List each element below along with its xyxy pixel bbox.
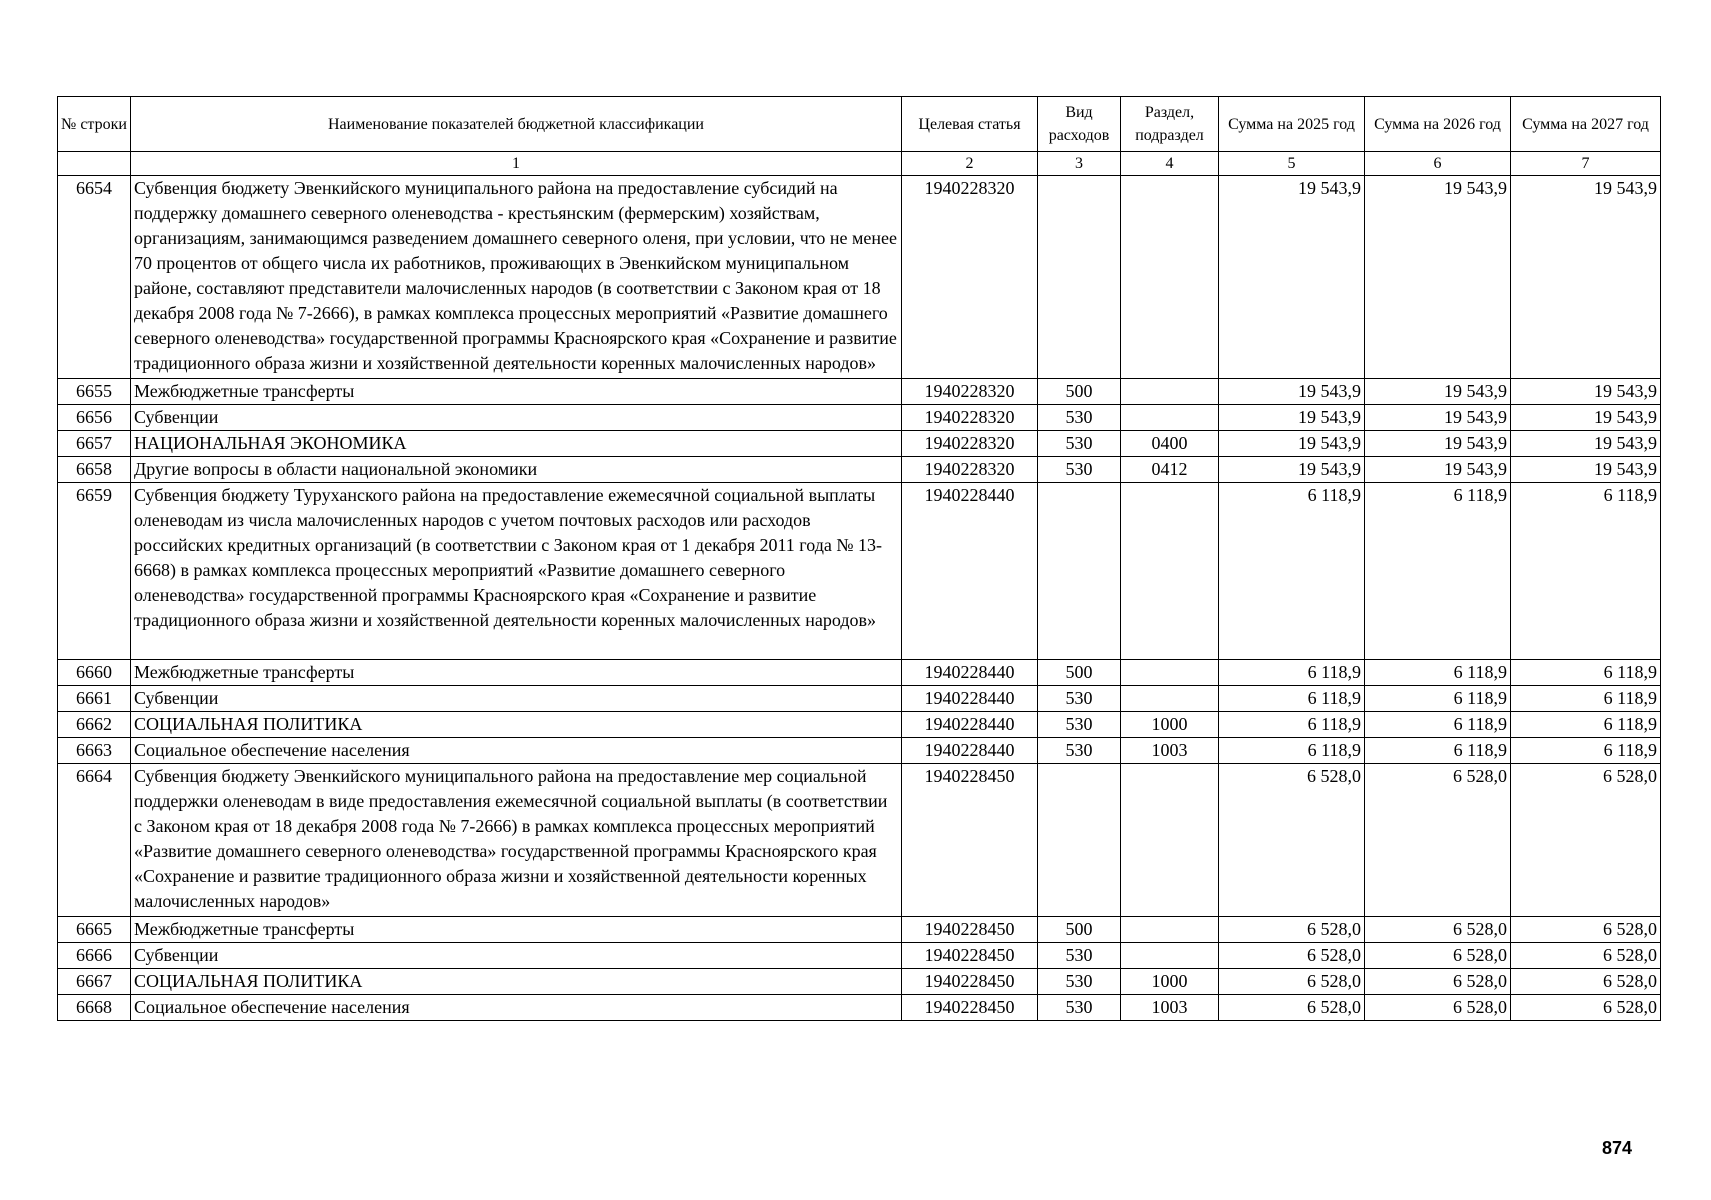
row-number: 6655 (58, 379, 131, 405)
row-section: 1000 (1121, 712, 1219, 738)
row-section (1121, 660, 1219, 686)
row-target: 1940228440 (902, 686, 1038, 712)
row-sum-2026: 6 118,9 (1365, 712, 1511, 738)
row-name: Субвенция бюджету Эвенкийского муниципального района на предоставление субсидий на поддержку домашнего северного оленеводства - крестьянским (фермерским) хозяйствам, организациям, занимающимся разведением домашнего северного оленя, при условии, что не менее 70 процентов от общего числа их работников, проживающих в Эвенкийском муниципальном районе, составляют представители малочисленных народов (в соответствии с Законом края от 18 декабря 2008 года № 7-2666), в рамках комплекса процессных мероприятий «Развитие домашнего северного оленеводства» государственной программы Красноярского края «Сохранение и развитие традиционного образа жизни и хозяйственной деятельности коренных малочисленных народов» (131, 176, 902, 379)
row-sum-2027: 19 543,9 (1511, 457, 1661, 483)
column-number: 4 (1121, 152, 1219, 176)
column-number: 7 (1511, 152, 1661, 176)
row-number: 6654 (58, 176, 131, 379)
column-number: 2 (902, 152, 1038, 176)
row-sum-2026: 6 528,0 (1365, 943, 1511, 969)
row-type: 530 (1038, 457, 1121, 483)
table-row (58, 712, 1661, 738)
row-number: 6657 (58, 431, 131, 457)
row-name: Межбюджетные трансферты (131, 660, 902, 686)
row-sum-2027: 6 528,0 (1511, 943, 1661, 969)
row-sum-2027: 6 118,9 (1511, 686, 1661, 712)
row-sum-2025: 6 528,0 (1219, 917, 1365, 943)
row-target: 1940228450 (902, 995, 1038, 1021)
table-row (58, 969, 1661, 995)
row-sum-2025: 19 543,9 (1219, 379, 1365, 405)
row-name: СОЦИАЛЬНАЯ ПОЛИТИКА (131, 712, 902, 738)
row-sum-2027: 6 528,0 (1511, 917, 1661, 943)
row-sum-2025: 6 528,0 (1219, 764, 1365, 917)
table-row (58, 738, 1661, 764)
row-number: 6667 (58, 969, 131, 995)
row-type (1038, 176, 1121, 379)
header-sum-2026: Сумма на 2026 год (1365, 97, 1511, 152)
row-target: 1940228440 (902, 660, 1038, 686)
row-sum-2025: 19 543,9 (1219, 457, 1365, 483)
row-section (1121, 943, 1219, 969)
table-row (58, 943, 1661, 969)
row-sum-2027: 6 528,0 (1511, 969, 1661, 995)
table-row (58, 995, 1661, 1021)
row-target: 1940228320 (902, 405, 1038, 431)
row-sum-2027: 6 528,0 (1511, 764, 1661, 917)
budget-table (57, 96, 1661, 1021)
row-target: 1940228440 (902, 738, 1038, 764)
row-type: 500 (1038, 379, 1121, 405)
row-sum-2025: 6 118,9 (1219, 686, 1365, 712)
row-sum-2026: 19 543,9 (1365, 379, 1511, 405)
row-sum-2025: 6 528,0 (1219, 969, 1365, 995)
row-sum-2026: 6 118,9 (1365, 738, 1511, 764)
table-row (58, 176, 1661, 379)
page-number: 874 (1601, 1138, 1632, 1158)
row-sum-2025: 19 543,9 (1219, 176, 1365, 379)
row-section: 1000 (1121, 969, 1219, 995)
row-target: 1940228320 (902, 176, 1038, 379)
column-number (58, 152, 131, 176)
row-type: 530 (1038, 686, 1121, 712)
row-number: 6660 (58, 660, 131, 686)
row-sum-2026: 6 528,0 (1365, 969, 1511, 995)
row-sum-2027: 19 543,9 (1511, 379, 1661, 405)
column-number: 6 (1365, 152, 1511, 176)
row-sum-2027: 6 118,9 (1511, 712, 1661, 738)
row-type: 500 (1038, 660, 1121, 686)
row-number: 6658 (58, 457, 131, 483)
row-target: 1940228450 (902, 969, 1038, 995)
row-section: 1003 (1121, 738, 1219, 764)
row-sum-2027: 6 118,9 (1511, 738, 1661, 764)
row-sum-2026: 19 543,9 (1365, 457, 1511, 483)
row-sum-2027: 19 543,9 (1511, 176, 1661, 379)
row-type: 530 (1038, 969, 1121, 995)
row-sum-2025: 6 528,0 (1219, 995, 1365, 1021)
row-section: 0412 (1121, 457, 1219, 483)
header-target-article: Целевая статья (902, 97, 1038, 152)
header-sum-2025: Сумма на 2025 год (1219, 97, 1365, 152)
header-expense-type: Вид расходов (1038, 97, 1121, 152)
row-type: 530 (1038, 738, 1121, 764)
header-section: Раздел, подраздел (1121, 97, 1219, 152)
row-number: 6663 (58, 738, 131, 764)
row-section: 0400 (1121, 431, 1219, 457)
row-sum-2027: 19 543,9 (1511, 431, 1661, 457)
row-name: Субвенции (131, 686, 902, 712)
row-sum-2026: 19 543,9 (1365, 405, 1511, 431)
row-number: 6662 (58, 712, 131, 738)
row-type: 500 (1038, 917, 1121, 943)
row-type (1038, 483, 1121, 660)
row-target: 1940228450 (902, 943, 1038, 969)
row-name: СОЦИАЛЬНАЯ ПОЛИТИКА (131, 969, 902, 995)
row-sum-2026: 6 528,0 (1365, 995, 1511, 1021)
row-name: Субвенция бюджету Эвенкийского муниципального района на предоставление мер социальной поддержки оленеводам в виде предоставления ежемесячной социальной выплаты (в соответствии с Законом края от 18 декабря 2008 года № 7-2666) в рамках комплекса процессных мероприятий «Развитие домашнего северного оленеводства» государственной программы Красноярского края «Сохранение и развитие традиционного образа жизни и хозяйственной деятельности коренных малочисленных народов» (131, 764, 902, 917)
row-name: Субвенции (131, 405, 902, 431)
row-number: 6656 (58, 405, 131, 431)
row-target: 1940228320 (902, 431, 1038, 457)
column-number: 1 (131, 152, 902, 176)
row-sum-2026: 6 528,0 (1365, 764, 1511, 917)
row-target: 1940228440 (902, 712, 1038, 738)
table-row (58, 764, 1661, 917)
row-sum-2026: 6 118,9 (1365, 483, 1511, 660)
row-type: 530 (1038, 431, 1121, 457)
row-sum-2027: 6 118,9 (1511, 660, 1661, 686)
header-sum-2027: Сумма на 2027 год (1511, 97, 1661, 152)
row-section: 1003 (1121, 995, 1219, 1021)
row-sum-2027: 19 543,9 (1511, 405, 1661, 431)
row-name: Социальное обеспечение населения (131, 738, 902, 764)
column-number: 3 (1038, 152, 1121, 176)
row-type: 530 (1038, 405, 1121, 431)
row-sum-2025: 6 118,9 (1219, 738, 1365, 764)
row-name: Межбюджетные трансферты (131, 379, 902, 405)
row-number: 6661 (58, 686, 131, 712)
row-type: 530 (1038, 995, 1121, 1021)
row-target: 1940228320 (902, 457, 1038, 483)
row-number: 6666 (58, 943, 131, 969)
row-sum-2026: 6 118,9 (1365, 686, 1511, 712)
row-sum-2025: 19 543,9 (1219, 405, 1365, 431)
table-row (58, 457, 1661, 483)
row-section (1121, 483, 1219, 660)
table-row (58, 431, 1661, 457)
table-row (58, 686, 1661, 712)
row-sum-2025: 6 118,9 (1219, 483, 1365, 660)
row-target: 1940228440 (902, 483, 1038, 660)
header-row-number: № строки (58, 97, 131, 152)
table-row (58, 660, 1661, 686)
table-header-row (58, 97, 1661, 152)
row-name: Субвенции (131, 943, 902, 969)
row-sum-2025: 6 118,9 (1219, 660, 1365, 686)
row-sum-2026: 6 528,0 (1365, 917, 1511, 943)
row-section (1121, 686, 1219, 712)
row-sum-2026: 6 118,9 (1365, 660, 1511, 686)
table-row (58, 405, 1661, 431)
row-target: 1940228450 (902, 764, 1038, 917)
row-sum-2025: 19 543,9 (1219, 431, 1365, 457)
row-sum-2025: 6 118,9 (1219, 712, 1365, 738)
header-name: Наименование показателей бюджетной классификации (131, 97, 902, 152)
row-section (1121, 405, 1219, 431)
row-name: Субвенция бюджету Туруханского района на предоставление ежемесячной социальной выплаты оленеводам из числа малочисленных народов с учетом почтовых расходов или расходов российских кредитных организаций (в соответствии с Законом края от 1 декабря 2011 года № 13-6668) в рамках комплекса процессных мероприятий «Развитие домашнего северного оленеводства» государственной программы Красноярского края «Сохранение и развитие традиционного образа жизни и хозяйственной деятельности коренных малочисленных народов» (131, 483, 902, 660)
row-type: 530 (1038, 943, 1121, 969)
row-name: Другие вопросы в области национальной экономики (131, 457, 902, 483)
row-number: 6659 (58, 483, 131, 660)
row-sum-2026: 19 543,9 (1365, 176, 1511, 379)
row-type: 530 (1038, 712, 1121, 738)
row-section (1121, 379, 1219, 405)
column-number: 5 (1219, 152, 1365, 176)
table-row (58, 917, 1661, 943)
row-number: 6665 (58, 917, 131, 943)
row-number: 6668 (58, 995, 131, 1021)
row-name: Межбюджетные трансферты (131, 917, 902, 943)
table-row (58, 483, 1661, 660)
row-target: 1940228450 (902, 917, 1038, 943)
row-type (1038, 764, 1121, 917)
table-row (58, 379, 1661, 405)
row-section (1121, 764, 1219, 917)
row-sum-2027: 6 118,9 (1511, 483, 1661, 660)
row-name: НАЦИОНАЛЬНАЯ ЭКОНОМИКА (131, 431, 902, 457)
row-name: Социальное обеспечение населения (131, 995, 902, 1021)
row-number: 6664 (58, 764, 131, 917)
row-section (1121, 176, 1219, 379)
row-sum-2025: 6 528,0 (1219, 943, 1365, 969)
row-sum-2026: 19 543,9 (1365, 431, 1511, 457)
row-section (1121, 917, 1219, 943)
column-number-row (58, 152, 1661, 176)
row-target: 1940228320 (902, 379, 1038, 405)
row-sum-2027: 6 528,0 (1511, 995, 1661, 1021)
